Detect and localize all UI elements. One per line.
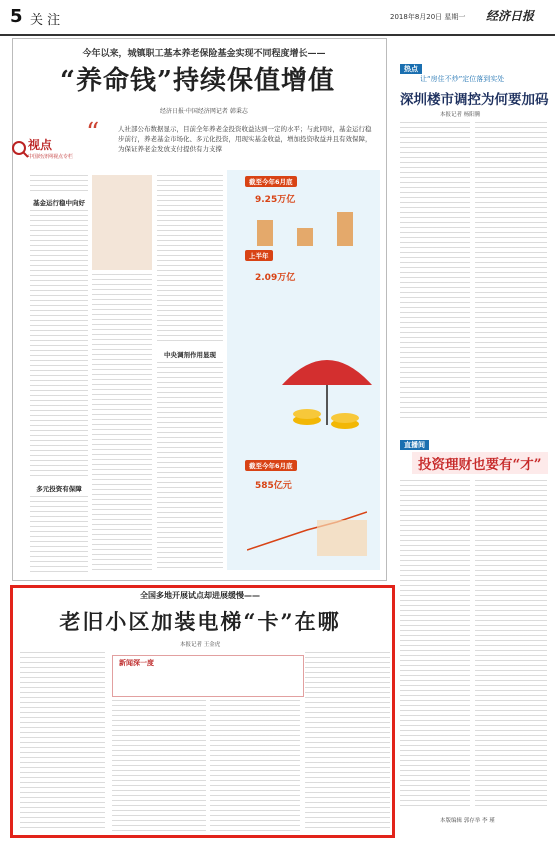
body-text-block <box>157 175 223 345</box>
body-text-block <box>400 122 470 422</box>
right-byline-1: 本报记者 杨阳腾 <box>440 112 481 118</box>
top-story-kicker: 今年以来，城镇职工基本养老保险基金实现不同程度增长—— <box>82 49 326 59</box>
body-text-block <box>92 274 152 572</box>
right-section-tag-2 <box>400 432 429 451</box>
bar-graphic <box>237 206 377 246</box>
viewpoint-subtitle: 中国经济网视点专栏 <box>28 154 74 160</box>
top-story-byline: 经济日报·中国经济网记者 韩秉志 <box>160 108 248 115</box>
infographic <box>227 170 380 570</box>
bottom-story-kicker: 全国多地开展试点却进展缓慢—— <box>140 591 260 600</box>
right-kicker-1: 让“房住不炒”定位落到实处 <box>420 75 505 83</box>
magnifier-icon <box>10 139 30 159</box>
section-hotspot: 热点 <box>400 64 422 74</box>
page-number: 5 <box>10 6 23 27</box>
body-text-block <box>112 700 206 832</box>
bottom-story-byline: 本报记者 王金虎 <box>180 642 221 648</box>
body-text-block <box>30 496 88 572</box>
issue-date: 2018年8月20日 星期一 <box>390 13 466 21</box>
stat-value-1: 9.25万亿 <box>255 195 296 205</box>
top-story-headline[interactable]: “养命钱”持续保值增值 <box>60 66 335 96</box>
body-text-block <box>157 362 223 572</box>
section-live: 直播间 <box>400 440 429 450</box>
right-section-tag-1 <box>400 56 422 75</box>
stat-value-2: 2.09万亿 <box>255 273 296 283</box>
subhead-1: 基金运行稳中向好 <box>33 199 85 207</box>
body-text-block <box>400 480 470 810</box>
stat-tag-3: 截至今年6月底 <box>245 460 297 471</box>
subhead-3: 多元投资有保障 <box>36 485 82 493</box>
stat-tag-2: 上半年 <box>245 250 273 261</box>
top-story-lead: 人社部公布数据显示，目前全年养老金投资收益达到一定的水平；与此同时，基金运行稳步前行，养老基金市场化、多元化投资，用现实基金收益，增加投资收益并且有效保障，为保证养老金发放支付提供有力支撑 <box>118 125 372 153</box>
right-headline-1[interactable]: 深圳楼市调控为何要加码 <box>400 92 549 108</box>
umbrella-coins-illustration <box>277 340 377 440</box>
stat-value-3: 585亿元 <box>255 481 292 491</box>
pull-quote-box <box>92 175 152 270</box>
page-header <box>0 0 555 36</box>
section-name: 关 注 <box>30 13 61 28</box>
page-editor-credit: 本版编辑 郭存举 李 瑾 <box>440 818 495 824</box>
viewpoint-title: 视点 <box>28 138 53 152</box>
body-text-block <box>210 700 300 832</box>
body-text-block <box>30 210 88 480</box>
stat-tag-1: 截至今年6月底 <box>245 176 297 187</box>
news-depth-title: 新闻深一度 <box>119 659 154 667</box>
body-text-block <box>20 652 105 832</box>
body-text-block <box>305 652 390 832</box>
body-text-block <box>475 122 547 422</box>
body-text-block <box>475 480 547 810</box>
right-headline-2[interactable]: 投资理财也要有“才” <box>412 452 548 474</box>
subhead-2: 中央调剂作用显现 <box>164 351 216 359</box>
quote-icon: “ <box>86 118 100 148</box>
news-depth-box <box>112 655 304 697</box>
line-graphic <box>247 500 367 560</box>
newspaper-logo: 经济日报 <box>486 9 535 23</box>
bottom-story-headline[interactable]: 老旧小区加装电梯“卡”在哪 <box>59 609 341 634</box>
body-text-block <box>30 175 88 193</box>
